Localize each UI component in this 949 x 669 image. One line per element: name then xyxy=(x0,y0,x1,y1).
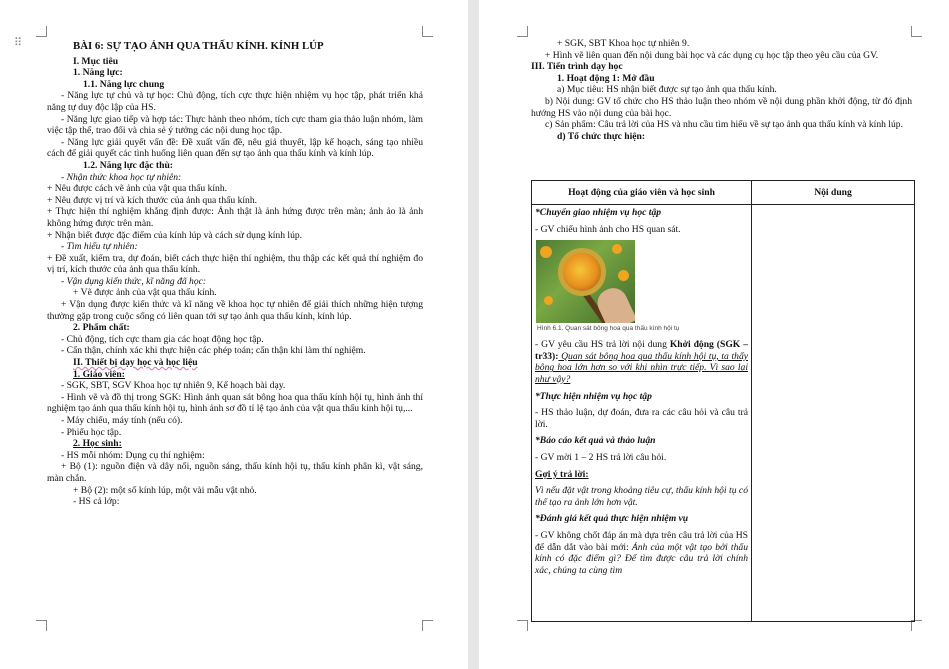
lesson-activity-table xyxy=(531,180,915,622)
text-line: c) Sản phẩm: Câu trả lời của HS và nhu cầu tìm hiểu về sự tạo ảnh qua thấu kính và kính lúp. xyxy=(545,119,903,131)
text-line: + Nhận biết được đặc điểm của kính lúp và cách sử dụng kính lúp. xyxy=(47,229,303,241)
flower-magnifier-image xyxy=(536,240,635,323)
text-line: - Cẩn thận, chính xác khi thực hiện các phép toán; cẩn thận khi làm thí nghiệm. xyxy=(61,345,366,357)
answer-hint-title: Gợi ý trả lời: xyxy=(535,468,589,480)
text-line: + Vận dụng được kiến thức và kĩ năng về khoa học tự nhiên để giải thích những hiện tượng thường gặp trong cuộc sống có liên quan tới sự tạo ảnh qua thấu kính, kính lúp. xyxy=(47,299,423,322)
question-paragraph: - GV yêu cầu HS trả lời nội dung Khởi động (SGK – tr33): Quan sát bông hoa qua thấu kính hội tụ, ta thấy bông hoa lớn hơn so với khi nhìn trực tiếp. Vì sao lại như vậy? xyxy=(535,339,748,385)
step-evaluate-text: - GV không chốt đáp án mà dựa trên câu trả lời của HS để dẫn dắt vào bài mới: Ảnh của một vật tạo bởi thấu kính có đặc điểm gì? Để tìm được câu trả lời chính xác, chúng ta cùng tìm xyxy=(535,529,748,576)
text-line: + Bộ (1): nguồn điện và dây nối, nguồn sáng, thấu kính hội tụ, thấu kính phân kì, vật sáng, màn chắn. xyxy=(47,461,423,484)
text-line: - Vận dụng kiến thức, kĩ năng đã học: xyxy=(61,275,207,287)
text-line: + Nêu được vị trí và kích thước của ảnh qua thấu kính. xyxy=(47,194,258,206)
text-line: 1.1. Năng lực chung xyxy=(83,78,165,90)
text-line: - Hình vẽ và đồ thị trong SGK: Hình ảnh quan sát bông hoa qua thấu kính hội tụ, hình ảnh thí nghiệm tạo ảnh qua thấu kính hội tụ, hình ảnh sơ đồ tỉ lệ tạo ảnh của vật qua thấu kính hội tụ,... xyxy=(47,391,423,415)
document-page-left[interactable] xyxy=(0,0,468,669)
crop-mark-top-left xyxy=(36,26,47,37)
crop-mark-top-right xyxy=(422,26,433,37)
table-header-content: Nội dung xyxy=(752,181,915,205)
step-report-title: *Báo cáo kết quả và thảo luận xyxy=(535,435,656,447)
text-line: 2. Phẩm chất: xyxy=(73,322,130,334)
text-line: + Vẽ được ảnh của vật qua thấu kính. xyxy=(73,287,217,299)
text-line: - Máy chiếu, máy tính (nếu có). xyxy=(61,415,183,426)
text-line: BÀI 6: SỰ TẠO ẢNH QUA THẤU KÍNH. KÍNH LÚP xyxy=(73,40,324,52)
figure-caption: Hình 6.1. Quan sát bông hoa qua thấu kính hội tụ xyxy=(537,325,680,333)
text-line: 1. Năng lực: xyxy=(73,67,123,79)
step-transfer-title: *Chuyển giao nhiệm vụ học tập xyxy=(535,207,662,218)
text-line: a) Mục tiêu: HS nhận biết được sự tạo ảnh qua thấu kính. xyxy=(557,84,777,96)
text-line: + Nêu được cách vẽ ảnh của vật qua thấu kính. xyxy=(47,183,228,195)
crop-mark-top-left xyxy=(517,26,528,37)
step-evaluate-title: *Đánh giá kết quả thực hiện nhiệm vụ xyxy=(535,513,689,525)
text-line: - Năng lực tự chủ và tự học: Chủ động, tích cực thực hiện nhiệm vụ học tập, phát triển khả năng tự duy độc lập của HS. xyxy=(47,90,423,113)
text-line: d) Tổ chức thực hiện: xyxy=(557,130,646,142)
step-report-text: - GV mời 1 – 2 HS trả lời câu hỏi. xyxy=(535,451,667,463)
page-left-body xyxy=(47,41,423,508)
answer-hint-text: Vì nếu đặt vật trong khoảng tiêu cự, thấu kính hội tụ có thể tạo ra ảnh lớn hơn vật. xyxy=(535,485,748,508)
text-line: + Bộ (2): một số kính lúp, một vài mẫu vật nhỏ. xyxy=(73,484,257,496)
text-line: - Năng lực giải quyết vấn đề: Đề xuất vấn đề, nêu giả thuyết, lập kế hoạch, sáng tạo nhiều cách để giải quyết các tình huống liên quan đến sự tạo ảnh qua thấu kính và kính lúp. xyxy=(47,136,423,160)
activity-cell[interactable] xyxy=(532,205,752,622)
text-line: - HS cả lớp: xyxy=(73,496,120,508)
text-line: + SGK, SBT Khoa học tự nhiên 9. xyxy=(557,38,690,49)
text-line: - Năng lực giao tiếp và hợp tác: Thực hành theo nhóm, tích cực tham gia thảo luận nhóm, làm việc tập thể, trao đổi và chia sẻ ý tưởng các nội dung học tập. xyxy=(47,113,423,137)
crop-mark-bottom-left xyxy=(36,620,47,631)
text-line: 2. Học sinh: xyxy=(73,438,122,450)
document-page-right[interactable] xyxy=(479,0,949,669)
text-line: - SGK, SBT, SGV Khoa học tự nhiên 9, Kế hoạch bài dạy. xyxy=(61,380,286,392)
content-cell[interactable] xyxy=(752,205,915,622)
text-line: I. Mục tiêu xyxy=(73,55,119,67)
text-line: III. Tiến trình dạy học xyxy=(531,61,623,73)
text-line: - Tìm hiểu tự nhiên: xyxy=(61,241,138,253)
text-line: - Chủ động, tích cực tham gia các hoạt động học tập. xyxy=(61,333,264,345)
step-transfer-text: - GV chiếu hình ảnh cho HS quan sát. xyxy=(535,223,681,235)
text-line: 1.2. Năng lực đặc thù: xyxy=(83,159,173,171)
crop-mark-bottom-right xyxy=(422,620,433,631)
text-line: - HS mỗi nhóm: Dụng cụ thí nghiệm: xyxy=(61,449,205,461)
text-line: 1. Giáo viên: xyxy=(73,368,125,380)
step-perform-title: *Thực hiện nhiệm vụ học tập xyxy=(535,390,652,402)
text-line: + Đề xuất, kiểm tra, dự đoán, biết cách thực hiện thí nghiệm, thu thập các kết quả thí nghiệm đo vị trí, kích thước của ảnh qua thấu kính. xyxy=(47,252,423,276)
step-perform-text: - HS thảo luận, dự đoán, đưa ra các câu hỏi và câu trả lời. xyxy=(535,407,748,430)
text-line: 1. Hoạt động 1: Mở đầu xyxy=(557,72,655,84)
drag-handle-icon[interactable]: ⠿ xyxy=(14,36,24,49)
crop-mark-top-right xyxy=(911,26,922,37)
table-header-activity: Hoạt động của giáo viên và học sinh xyxy=(532,181,752,205)
text-line: - Phiếu học tập. xyxy=(61,426,122,438)
page-right-body xyxy=(531,38,912,142)
text-line: b) Nội dung: GV tổ chức cho HS thảo luận theo nhóm về nội dung phần khởi động, từ đó định hướng HS vào nội dung của bài học. xyxy=(531,95,912,119)
text-line: + Thực hiện thí nghiệm khẳng định được: Ảnh thật là ảnh hứng được trên màn; ảnh ảo là ảnh không hứng được trên màn. xyxy=(47,206,423,229)
text-line: - Nhận thức khoa học tự nhiên: xyxy=(61,171,182,183)
crop-mark-bottom-left xyxy=(517,620,528,631)
text-line: II. Thiết bị dạy học và học liệu xyxy=(73,357,198,369)
text-line: + Hình vẽ liên quan đến nội dung bài học và các dụng cụ học tập theo yêu cầu của GV. xyxy=(545,49,879,61)
